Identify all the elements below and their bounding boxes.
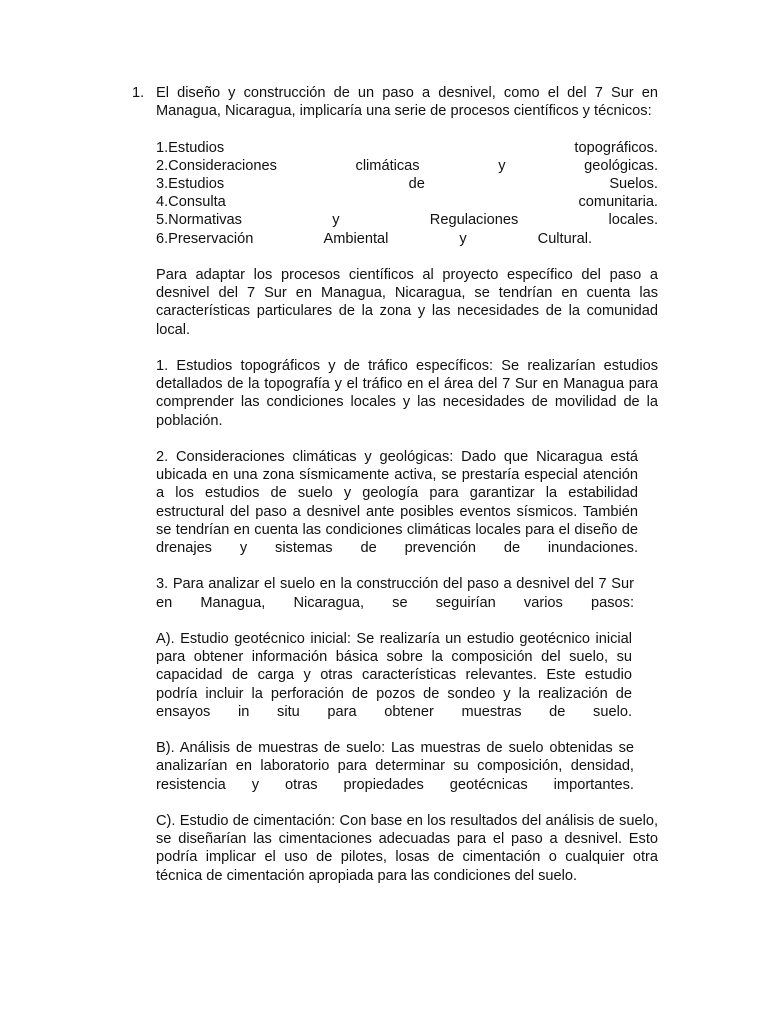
paragraph-adaptation: Para adaptar los procesos científicos al proyecto específico del paso a desnivel del 7 Sur en Managua, Nicaragua, se tendrían en cuenta las características particulares de la zona y las necesidades de la comunidad local. [156,267,658,338]
item-body [156,84,658,885]
intro-paragraph: El diseño y construcción de un paso a desnivel, como el del 7 Sur en Managua, Nicaragua, implicaría una serie de procesos científicos y técnicos: [156,85,658,120]
paragraph-geotechnical: A). Estudio geotécnico inicial: Se realizaría un estudio geotécnico inicial para obtener información básica sobre la composición del suelo, su capacidad de carga y otras características relevantes. Este estudio podría incluir la perforación de pozos de sondeo y la realización de ensayos in situ para obtener muestras de suelo. [156,631,632,720]
process-list-item: 3.Estudios de Suelos. [156,176,658,192]
process-list-item: 2.Consideraciones climáticas y geológicas. [156,157,658,174]
item-number: 1. [132,85,145,101]
paragraph-topographic: 1. Estudios topográficos y de tráfico específicos: Se realizarían estudios detallados de la topografía y el tráfico en el área del 7 Sur en Managua para comprender las condiciones locales y las necesidades de movilidad de la población. [156,358,658,429]
paragraph-samples: B). Análisis de muestras de suelo: Las muestras de suelo obtenidas se analizarían en laboratorio para determinar su composición, densidad, resistencia y otras propiedades geotécnicas importantes. [156,740,634,793]
list-item-1 [132,84,658,903]
process-list-item: 5.Normativas y Regulaciones locales. [156,212,658,229]
paragraph-soil-steps: 3. Para analizar el suelo en la construcción del paso a desnivel del 7 Sur en Managua, Nicaragua, se seguirían varios pasos: [156,576,634,611]
paragraph-climatic: 2. Consideraciones climáticas y geológicas: Dado que Nicaragua está ubicada en una zona sísmicamente activa, se prestaría especial atención a los estudios de suelo y geología para garantizar la estabilidad estructural del paso a desnivel ante posibles eventos sísmicos. También se tendrían en cuenta las condiciones climáticas locales para el diseño de drenajes y sistemas de prevención de inundaciones. [156,449,638,557]
process-list-item: 6.Preservación Ambiental y Cultural. [156,230,592,247]
process-list [156,139,658,248]
process-list-item: 1.Estudios topográficos. [156,139,658,156]
paragraph-foundation: C). Estudio de cimentación: Con base en los resultados del análisis de suelo, se diseñarían las cimentaciones adecuadas para el paso a desnivel. Esto podría implicar el uso de pilotes, losas de cimentación o cualquier otra técnica de cimentación apropiada para las condiciones del suelo. [156,813,658,884]
process-list-item: 4.Consulta comunitaria. [156,194,658,211]
